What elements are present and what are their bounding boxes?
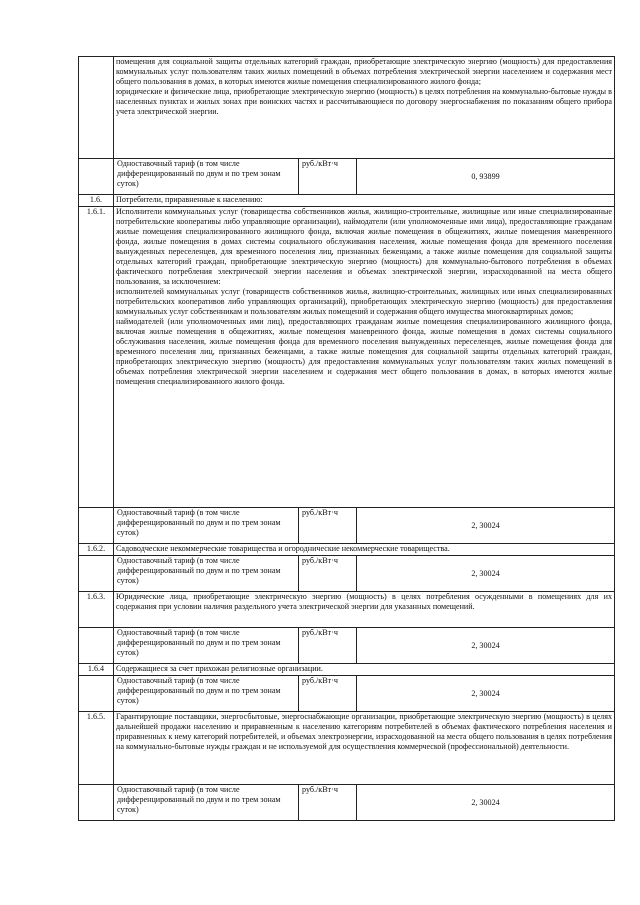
tariff-value: 2, 30024 bbox=[357, 785, 615, 821]
tariff-value: 0, 93899 bbox=[357, 159, 615, 195]
paragraph: исполнителей коммунальных услуг (товариществ собственников жилья, жилищно-строительных, жилищных или иных специализированных потребительских кооперативов либо управляющих организаций), приобретающих электрическую энергию (мощность) для предоставления коммунальных услуг собственникам и пользователям жилых помещений и содержания общего имущества многоквартирных домов; bbox=[116, 287, 612, 316]
table-row bbox=[79, 712, 615, 785]
tariff-unit: руб./кВт·ч bbox=[299, 159, 357, 195]
tariff-label: Одноставочный тариф (в том числе дифференцированный по двум и по трем зонам суток) bbox=[114, 785, 299, 821]
row-number: 1.6.5. bbox=[79, 712, 114, 785]
row-number: 1.6. bbox=[79, 195, 114, 207]
row-description: Юридические лица, приобретающие электрическую энергию (мощность) в целях потребления осужденными в помещениях для их содержания при условии наличия раздельного учета электрической энергии для указанных помещений. bbox=[114, 592, 615, 628]
tariff-row bbox=[79, 508, 615, 544]
row-number: 1.6.2. bbox=[79, 544, 114, 556]
tariff-label: Одноставочный тариф (в том числе дифференцированный по двум и по трем зонам суток) bbox=[114, 508, 299, 544]
tariff-row bbox=[79, 785, 615, 821]
row-number: 1.6.1. bbox=[79, 207, 114, 508]
row-description-text: помещения для социальной защиты отдельных категорий граждан, приобретающие электрическую энергию (мощность) для предоставления коммунальных услуг пользователям таких жилых помещений в объемах потребления электрической энергии населением и содержания мест общего пользования в домах, в которых имеются жилые помещения специализированного жилого фонда; юридические и физические лица, приобретающие электрическую энергию (мощность) в целях потребления на коммунально-бытовые нужды в населенных пунктах и жилых зонах при воинских частях и рассчитывающиеся по договору энергоснабжения по показаниям общего прибора учета электрической энергии. bbox=[116, 57, 612, 116]
tariff-unit: руб./кВт·ч bbox=[299, 785, 357, 821]
tariff-unit: руб./кВт·ч bbox=[299, 676, 357, 712]
paragraph: Исполнители коммунальных услуг (товарищества собственников жилья, жилищно-строительные, жилищные или иные специализированные потребительские кооперативы либо управляющие организации), наймодатели (или уполномоченные ими лица), предоставляющие гражданам жилые помещения специализированного жилищного фонда, включая жилые помещения в общежитиях, жилые помещения маневренного фонда, жилые помещения в домах системы социального обслуживания населения, жилые помещения фонда для временного поселения вынужденных переселенцев, для временного поселения лиц, признанных беженцами, а также жилые помещения для социальной защиты отдельных категорий граждан, приобретающие электрическую энергию (мощность) для коммунально-бытового потребления в объемах фактического потребления электрической энергии населения и объемах электрической энергии, израсходованной на места общего пользования, за исключением: bbox=[116, 207, 612, 286]
row-number: 1.6.4 bbox=[79, 664, 114, 676]
tariff-unit: руб./кВт·ч bbox=[299, 556, 357, 592]
tariff-value: 2, 30024 bbox=[357, 508, 615, 544]
table-row bbox=[79, 664, 615, 676]
tariff-label: Одноставочный тариф (в том числе дифференцированный по двум и по трем зонам суток) bbox=[114, 159, 299, 195]
row-description bbox=[114, 57, 615, 159]
tariff-row bbox=[79, 628, 615, 664]
table-row bbox=[79, 544, 615, 556]
tariff-table bbox=[78, 56, 615, 821]
tariff-row bbox=[79, 159, 615, 195]
table-row bbox=[79, 57, 615, 159]
row-description: Содержащиеся за счет прихожан религиозные организации. bbox=[114, 664, 615, 676]
tariff-unit: руб./кВт·ч bbox=[299, 628, 357, 664]
row-description: Гарантирующие поставщики, энергосбытовые, энергоснабжающие организации, приобретающие электрическую энергию (мощность) в целях дальнейшей продажи населению и приравненным к населению категориям потребителей в объемах фактического потребления населения и приравненных к нему категорий потребителей, и объемах электроэнергии, израсходованной на места общего пользования в целях потребления на коммунально-бытовые нужды граждан и не используемой для осуществления коммерческой (профессиональной) деятельности. bbox=[114, 712, 615, 785]
tariff-value: 2, 30024 bbox=[357, 556, 615, 592]
tariff-row bbox=[79, 676, 615, 712]
paragraph: наймодателей (или уполномоченных ими лиц), предоставляющих гражданам жилые помещения специализированного жилищного фонда, включая жилые помещения в общежитиях, жилые помещения маневренного фонда, жилые помещения в домах системы социального обслуживания населения, жилые помещения фонда для временного поселения вынужденных переселенцев, жилые помещения фонда для временного поселения лиц, признанных беженцами, а также жилые помещения для социальной защиты отдельных категорий граждан, приобретающих электрическую энергию (мощность) для предоставления коммунальных услуг пользователям таких жилых помещений в объемах потребления электрической энергии населением и содержания мест общего пользования в домах, в которых имеются жилые помещения специализированного жилого фонда. bbox=[116, 317, 612, 386]
tariff-row bbox=[79, 556, 615, 592]
row-description: Потребители, приравненные к населению: bbox=[114, 195, 615, 207]
table-row bbox=[79, 592, 615, 628]
table-row bbox=[79, 195, 615, 207]
row-number: 1.6.3. bbox=[79, 592, 114, 628]
tariff-label: Одноставочный тариф (в том числе дифференцированный по двум и по трем зонам суток) bbox=[114, 676, 299, 712]
tariff-value: 2, 30024 bbox=[357, 628, 615, 664]
tariff-unit: руб./кВт·ч bbox=[299, 508, 357, 544]
tariff-label: Одноставочный тариф (в том числе дифференцированный по двум и по трем зонам суток) bbox=[114, 556, 299, 592]
row-description bbox=[114, 207, 615, 508]
tariff-label: Одноставочный тариф (в том числе дифференцированный по двум и по трем зонам суток) bbox=[114, 628, 299, 664]
table-row bbox=[79, 207, 615, 508]
tariff-value: 2, 30024 bbox=[357, 676, 615, 712]
row-number bbox=[79, 57, 114, 159]
row-description: Садоводческие некоммерческие товарищества и огороднические некоммерческие товарищества. bbox=[114, 544, 615, 556]
